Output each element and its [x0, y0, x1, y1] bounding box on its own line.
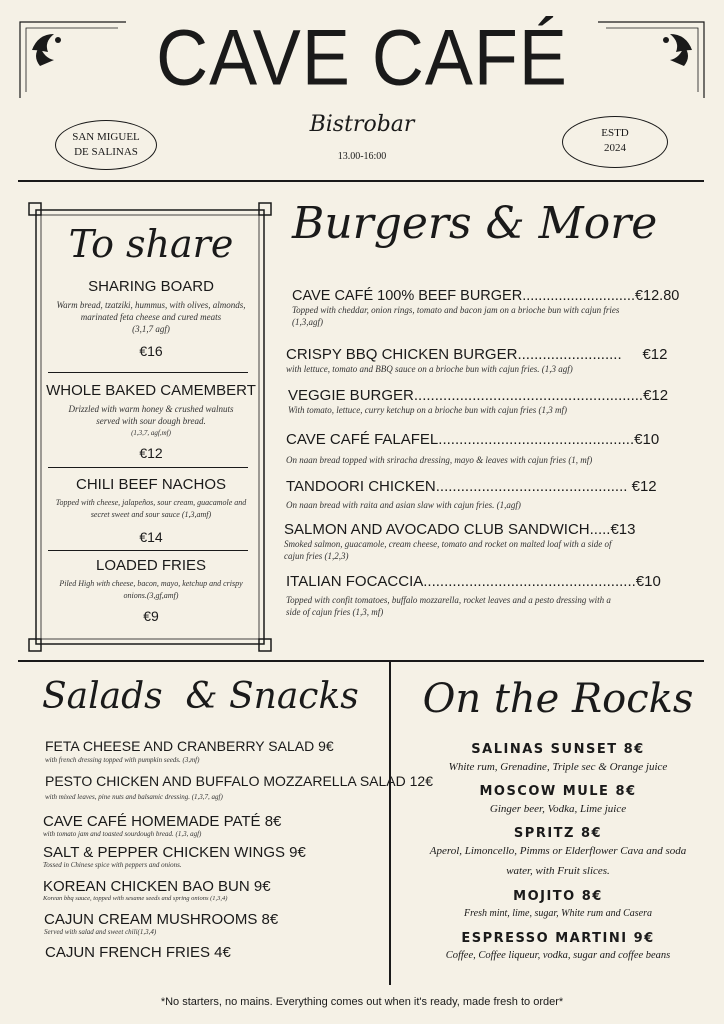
snack-item-desc: Korean bbq sauce, topped with sesame seeds and spring onions (1,3,4) — [43, 895, 228, 902]
burgers-heading: Burgers & More — [292, 198, 658, 249]
salads-heading: Salads & Snacks — [42, 676, 359, 717]
share-item — [40, 557, 262, 624]
drink-desc: Coffee, Coffee liqueur, vodka, sugar and coffee beans — [445, 950, 671, 961]
location-line-2: DE SALINAS — [74, 146, 138, 158]
snack-item — [43, 844, 306, 869]
burger-item-desc: Topped with confit tomatoes, buffalo mozzarella, rocket leaves and a pesto dressing with a side of cajun fries (1,3, mf) — [286, 595, 611, 617]
share-item-price: €16 — [139, 343, 163, 359]
burger-item-desc: Topped with cheddar, onion rings, tomato and bacon jam on a brioche bun with cajun fries (1,3,agf) — [292, 305, 620, 327]
share-item-desc: Drizzled with warm honey & crushed walnuts served with sour dough bread. — [68, 404, 234, 426]
share-divider — [48, 467, 248, 468]
snack-item-line: SALT & PEPPER CHICKEN WINGS 9€ — [43, 844, 306, 861]
share-item-price: €12 — [139, 445, 163, 461]
share-item-desc: Piled High with cheese, bacon, mayo, ketchup and crispy onions.(3,gf,amf) — [59, 579, 243, 600]
burger-item-desc: On naan bread topped with sriracha dressing, mayo & leaves with cajun fries (1, mf) — [286, 455, 593, 465]
burger-item-line: ITALIAN FOCACCIA...................................................€10 — [286, 573, 661, 590]
share-item-price: €14 — [139, 529, 163, 545]
snack-item — [45, 773, 433, 801]
share-item-desc: Topped with cheese, jalapeños, sour cream, guacamole and secret sweet and sour sauce (1,3,amf) — [55, 498, 247, 519]
snack-item-desc: with tomato jam and toasted sourdough bread. (1,3, agf) — [43, 830, 202, 838]
drink-desc-continued: water, with Fruit slices. — [506, 865, 610, 877]
share-item-allergens: (3,1,7 agf) — [132, 324, 170, 334]
snack-item — [43, 878, 271, 902]
burger-item-line: VEGGIE BURGER.......................................................€12 — [288, 387, 669, 404]
cafe-title: CAVE CAFÉ — [156, 13, 568, 102]
share-item-allergens: (1,3,7, agf,mf) — [131, 429, 171, 437]
share-item-name: WHOLE BAKED CAMEMBERT — [46, 382, 256, 399]
burger-item-desc: with lettuce, tomato and BBQ sauce on a brioche bun with cajun fries. (1,3 agf) — [286, 364, 573, 374]
share-heading: To share — [68, 222, 234, 266]
burger-item — [286, 478, 686, 511]
share-item — [40, 278, 262, 359]
snack-item — [44, 911, 278, 936]
drink-item — [392, 742, 724, 777]
share-item-name: LOADED FRIES — [95, 557, 207, 574]
location-badge — [55, 120, 157, 170]
estd-year: 2024 — [604, 142, 626, 154]
snack-item — [45, 944, 231, 961]
drink-item — [392, 826, 724, 881]
burger-item — [292, 288, 692, 328]
snack-item-desc: with mixed leaves, pine nuts and balsamic dressing. (1,3,7, agf) — [45, 793, 223, 801]
snack-item-line: CAVE CAFÉ HOMEMADE PATÉ 8€ — [43, 813, 282, 830]
snack-item-desc: Served with salad and sweet chili(1,3,4) — [44, 928, 157, 936]
drink-item — [392, 889, 724, 924]
drink-item — [392, 931, 724, 966]
column-divider — [389, 660, 391, 985]
drink-desc: Ginger beer, Vodka, Lime juice — [489, 803, 627, 815]
estd-label: ESTD — [601, 127, 629, 139]
snack-item — [45, 738, 334, 764]
snack-item-desc: with french dressing topped with pumpkin seeds. (3,mf) — [45, 756, 200, 764]
drink-desc: Aperol, Limoncello, Pimms or Elderflower Cava and soda — [429, 845, 687, 857]
section-divider — [18, 660, 704, 662]
snack-item-line: CAJUN FRENCH FRIES 4€ — [45, 944, 231, 961]
share-item-price: €9 — [143, 608, 159, 624]
burger-item — [286, 346, 686, 375]
drink-name: SALINAS SUNSET 8€ — [471, 742, 645, 757]
drink-desc: White rum, Grenadine, Triple sec & Orange juice — [448, 761, 668, 773]
share-item — [40, 382, 262, 461]
snack-item-line: FETA CHEESE AND CRANBERRY SALAD 9€ — [45, 738, 334, 754]
burger-item — [284, 521, 694, 562]
share-divider — [48, 550, 248, 551]
share-item-desc: Warm bread, tzatziki, hummus, with olives, almonds, marinated feta cheese and cured meats — [56, 300, 246, 322]
drink-desc: Fresh mint, lime, sugar, White rum and Casera — [464, 908, 652, 919]
drink-name: MOJITO 8€ — [513, 889, 603, 904]
burger-item — [288, 387, 688, 416]
drink-name: SPRITZ 8€ — [513, 826, 603, 841]
share-item-name: CHILI BEEF NACHOS — [75, 476, 227, 493]
snack-item-desc: Tossed in Chinese spice with peppers and onions. — [43, 861, 182, 869]
opening-hours: 13.00-16:00 — [337, 151, 387, 162]
snack-item-line: CAJUN CREAM MUSHROOMS 8€ — [44, 911, 279, 928]
established-badge — [562, 116, 668, 168]
burger-item-line: CAVE CAFÉ FALAFEL...............................................€10 — [286, 431, 660, 448]
drink-item — [392, 784, 724, 819]
footer-note: *No starters, no mains. Everything comes out when it's ready, made fresh to order* — [160, 996, 564, 1008]
burger-item — [286, 431, 686, 466]
location-line-1: SAN MIGUEL — [72, 131, 140, 143]
share-divider — [48, 372, 248, 373]
burger-item-desc: Smoked salmon, guacamole, cream cheese, tomato and rocket on malted loaf with a side of cajun fries (1,2,3) — [284, 539, 612, 561]
share-item — [40, 476, 262, 545]
burger-item-line: CAVE CAFÉ 100% BEEF BURGER............................€12.80 — [292, 288, 680, 304]
burger-item-desc: On naan bread with raita and asian slaw with cajun fries. (1,agf) — [286, 500, 521, 510]
snack-item-line: PESTO CHICKEN AND BUFFALO MOZZARELLA SALAD 12€ — [45, 773, 433, 789]
burger-item-line: TANDOORI CHICKEN.............................................. €12 — [286, 478, 657, 495]
burger-item-line: CRISPY BBQ CHICKEN BURGER......................... €12 — [286, 346, 668, 363]
burger-item-line: SALMON AND AVOCADO CLUB SANDWICH.....€13 — [284, 521, 636, 538]
rocks-heading: On the Rocks — [422, 676, 694, 722]
snack-item — [43, 813, 281, 838]
header-divider — [18, 180, 704, 182]
drink-name: MOSCOW MULE 8€ — [479, 784, 637, 799]
cafe-subtitle: Bistrobar — [309, 112, 415, 137]
drink-name: ESPRESSO MARTINI 9€ — [461, 931, 655, 946]
burger-item-desc: With tomato, lettuce, curry ketchup on a brioche bun with cajun fries (1,3 mf) — [288, 405, 567, 415]
burger-item — [286, 573, 686, 618]
snack-item-line: KOREAN CHICKEN BAO BUN 9€ — [43, 878, 271, 895]
share-item-name: SHARING BOARD — [88, 278, 214, 295]
